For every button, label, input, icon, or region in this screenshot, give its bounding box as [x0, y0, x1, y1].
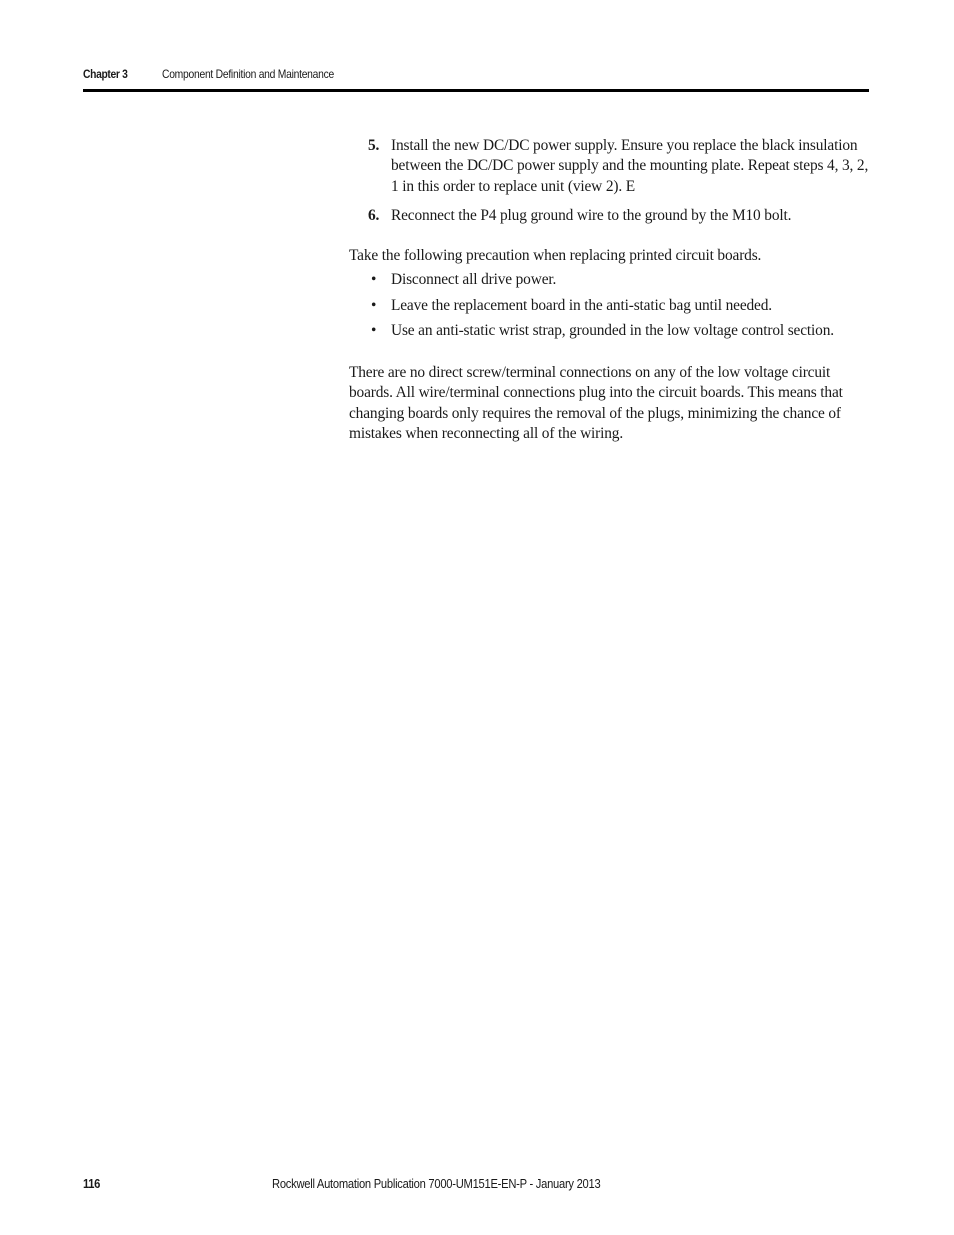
step-item [349, 136, 874, 197]
closing-paragraph: There are no direct screw/terminal connections on any of the low voltage circuit boards. All wire/terminal connections plug into the circuit boards. This means that changing boards only requires the removal of the plugs, minimizing the chance of mistakes when reconnecting all of the wiring. [349, 363, 843, 442]
publication-info: Rockwell Automation Publication 7000-UM151E-EN-P - January 2013 [272, 1176, 601, 1191]
bullet-icon: • [371, 271, 377, 289]
bullet-icon: • [371, 321, 377, 339]
step-text: Reconnect the P4 plug ground wire to the ground by the M10 bolt. [391, 206, 792, 224]
list-item [349, 270, 874, 290]
page-number: 116 [83, 1176, 101, 1191]
step-text: Install the new DC/DC power supply. Ensure you replace the black insulation between the DC/DC power supply and the mounting plate. Repeat steps 4, 3, 2, 1 in this order to replace unit (view 2). E [391, 137, 869, 195]
header-rule [83, 89, 869, 92]
step-number: 6. [368, 206, 380, 224]
list-item [349, 321, 874, 341]
chapter-title: Component Definition and Maintenance [162, 67, 335, 81]
step-item [349, 206, 874, 226]
steps-list [349, 136, 874, 226]
list-item-text: Disconnect all drive power. [391, 271, 557, 289]
page-content [349, 136, 874, 444]
precaution-list [349, 270, 874, 340]
precaution-intro: Take the following precaution when replacing printed circuit boards. [349, 247, 762, 265]
page-footer [83, 1176, 869, 1194]
step-number: 5. [368, 137, 380, 154]
bullet-icon: • [371, 296, 377, 314]
chapter-label: Chapter 3 [83, 67, 128, 81]
list-item-text: Leave the replacement board in the anti-static bag until needed. [391, 296, 772, 314]
page-header [83, 66, 869, 92]
list-item-text: Use an anti-static wrist strap, grounded in the low voltage control section. [391, 321, 834, 339]
list-item [349, 296, 874, 316]
